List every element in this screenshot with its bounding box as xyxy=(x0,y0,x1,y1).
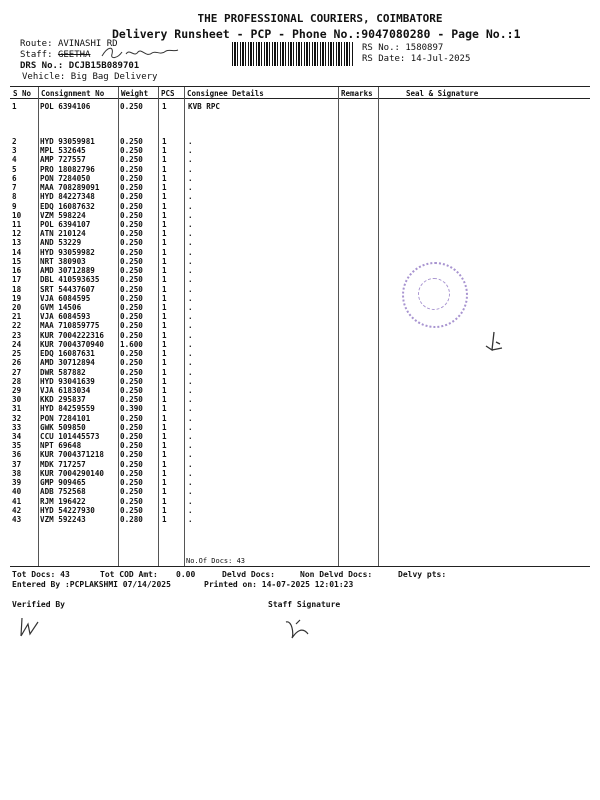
cell-weight: 0.250 xyxy=(120,173,143,183)
company-name: THE PROFESSIONAL COURIERS, COIMBATORE xyxy=(197,12,443,25)
route-line: Route: AVINASHI RD xyxy=(20,39,118,49)
cell-weight: 1.600 xyxy=(120,339,143,349)
cell-sno: 5 xyxy=(12,164,17,174)
cell-consignee-details: . xyxy=(188,459,193,469)
cell-pcs: 1 xyxy=(162,459,167,469)
cell-consignee-details: . xyxy=(188,395,193,405)
cell-consignee-details: . xyxy=(188,293,193,303)
route-value: AVINASHI RD xyxy=(57,39,118,49)
cell-consignee-details: . xyxy=(188,302,193,312)
cell-pcs: 1 xyxy=(162,505,167,515)
col-seal-signature: Seal & Signature xyxy=(406,89,479,98)
cell-consignment-no: EDQ 16087631 xyxy=(40,349,95,359)
cell-consignment-no: AMD 30712889 xyxy=(40,266,95,276)
cell-weight: 0.390 xyxy=(120,404,143,414)
cell-pcs: 1 xyxy=(162,192,167,202)
cell-consignment-no: VJA 6084593 xyxy=(40,312,91,322)
table-row xyxy=(10,450,338,459)
cell-consignee-details: . xyxy=(188,422,193,432)
verifier-signature xyxy=(16,614,52,640)
cell-pcs: 1 xyxy=(162,395,167,405)
table-row xyxy=(10,432,338,441)
cell-pcs: 1 xyxy=(162,238,167,248)
table-row xyxy=(10,155,338,164)
cell-sno: 22 xyxy=(12,321,22,331)
cell-pcs: 1 xyxy=(162,349,167,359)
table-row xyxy=(10,146,338,155)
staff-signature xyxy=(282,616,318,642)
cell-sno: 10 xyxy=(12,210,22,220)
tot-cod-amount: 0.00 xyxy=(176,570,196,579)
cell-pcs: 1 xyxy=(162,450,167,460)
cell-sno: 20 xyxy=(12,302,22,312)
col-consignee-details: Consignee Details xyxy=(187,89,264,98)
cell-consignment-no: GVM 14506 xyxy=(40,302,82,312)
cell-sno: 19 xyxy=(12,293,22,303)
table-row xyxy=(10,331,338,340)
cell-sno: 26 xyxy=(12,358,22,368)
cell-consignment-no: VJA 6084595 xyxy=(40,293,91,303)
table-row xyxy=(10,285,338,294)
delvd-docs: Delvd Docs: xyxy=(222,570,275,579)
cell-sno: 12 xyxy=(12,229,22,239)
table-row xyxy=(10,238,338,247)
cell-pcs: 1 xyxy=(162,266,167,276)
cell-sno: 38 xyxy=(12,468,22,478)
cell-sno: 16 xyxy=(12,266,22,276)
table-row xyxy=(10,478,338,487)
cell-consignment-no: POL 6394107 xyxy=(40,219,91,229)
no-of-docs: No.Of Docs: 43 xyxy=(186,557,246,565)
table-row xyxy=(10,321,338,330)
cell-weight: 0.250 xyxy=(120,256,143,266)
cell-pcs: 1 xyxy=(162,312,167,322)
cell-pcs: 1 xyxy=(162,496,167,506)
printed-on: Printed on: 14-07-2025 12:01:23 xyxy=(204,580,354,589)
cell-pcs: 1 xyxy=(162,137,167,146)
table-row xyxy=(10,377,338,386)
cell-consignee-details: . xyxy=(188,173,193,183)
tot-cod-label: Tot COD Amt: xyxy=(100,570,158,579)
table-row xyxy=(10,248,338,257)
cell-pcs: 1 xyxy=(162,432,167,442)
drs-value: DCJB15B089701 xyxy=(68,61,140,71)
cell-consignee-details: . xyxy=(188,358,193,368)
cell-consignment-no: NPT 69648 xyxy=(40,441,82,451)
cell-weight: 0.250 xyxy=(120,468,143,478)
table-row xyxy=(10,211,338,220)
table-row xyxy=(10,174,338,183)
rs-no-value: 1580897 xyxy=(405,43,444,53)
cell-consignment-no: VJA 6183034 xyxy=(40,385,91,395)
cell-pcs: 1 xyxy=(162,468,167,478)
cell-pcs: 1 xyxy=(162,229,167,239)
cell-sno: 39 xyxy=(12,478,22,488)
cell-consignment-no: EDQ 16087632 xyxy=(40,201,95,211)
cell-weight: 0.250 xyxy=(120,330,143,340)
cell-pcs: 1 xyxy=(162,284,167,294)
cell-sno: 32 xyxy=(12,413,22,423)
table-row xyxy=(10,312,338,321)
table-row xyxy=(10,441,338,450)
table-row xyxy=(10,303,338,312)
table-row xyxy=(10,423,338,432)
table-row xyxy=(10,294,338,303)
cell-pcs: 1 xyxy=(162,478,167,488)
table-row xyxy=(10,506,338,515)
table-row xyxy=(10,229,338,238)
cell-sno: 11 xyxy=(12,219,22,229)
table-row xyxy=(10,368,338,377)
cell-weight: 0.250 xyxy=(120,413,143,423)
table-row xyxy=(10,257,338,266)
cell-pcs: 1 xyxy=(162,385,167,395)
cell-consignee-details: . xyxy=(188,339,193,349)
cell-pcs: 1 xyxy=(162,404,167,414)
cell-consignee-details: . xyxy=(188,468,193,478)
cell-weight: 0.250 xyxy=(120,302,143,312)
cell-weight: 0.250 xyxy=(120,349,143,359)
cell-pcs: 1 xyxy=(162,201,167,211)
runsheet-table xyxy=(10,86,590,567)
cell-consignee-details: . xyxy=(188,219,193,229)
staff-signature-label: Staff Signature xyxy=(268,600,341,609)
cell-consignee-details: . xyxy=(188,192,193,202)
staff-handwritten-signature xyxy=(100,44,180,62)
cell-weight: 0.250 xyxy=(120,247,143,257)
entered-by: Entered By :PCPLAKSHMI 07/14/2025 xyxy=(12,580,171,589)
cell-weight: 0.250 xyxy=(120,293,143,303)
cell-consignment-no: VZM 592243 xyxy=(40,515,86,525)
col-consignment: Consignment No xyxy=(41,89,105,98)
cell-sno: 30 xyxy=(12,395,22,405)
cell-consignment-no: HYD 84227348 xyxy=(40,192,95,202)
cell-consignment-no: POL 6394106 xyxy=(40,102,91,111)
cell-consignee-details: . xyxy=(188,183,193,193)
cell-pcs: 1 xyxy=(162,321,167,331)
cell-consignment-no: MAA 708289091 xyxy=(40,183,100,193)
cell-consignment-no: NRT 380903 xyxy=(40,256,86,266)
cell-sno: 24 xyxy=(12,339,22,349)
cell-consignment-no: PRO 18082796 xyxy=(40,164,95,174)
cell-consignee-details: . xyxy=(188,256,193,266)
cell-weight: 0.250 xyxy=(120,422,143,432)
cell-weight: 0.250 xyxy=(120,192,143,202)
cell-pcs: 1 xyxy=(162,339,167,349)
cell-pcs: 1 xyxy=(162,515,167,525)
cell-sno: 3 xyxy=(12,146,17,156)
cell-pcs: 1 xyxy=(162,183,167,193)
col-sno: S No xyxy=(13,89,32,98)
cell-consignee-details: . xyxy=(188,146,193,156)
cell-consignment-no: CCU 101445573 xyxy=(40,432,100,442)
cell-consignment-no: DWR 587882 xyxy=(40,367,86,377)
cell-consignment-no: DBL 410593635 xyxy=(40,275,100,285)
cell-consignment-no: GMP 909465 xyxy=(40,478,86,488)
runsheet-title: Delivery Runsheet - PCP - Phone No.:9047080280 - Page No.:1 xyxy=(112,27,521,41)
cell-weight: 0.250 xyxy=(120,459,143,469)
cell-consignee-details: . xyxy=(188,201,193,211)
table-row xyxy=(10,497,338,506)
cell-consignee-details: . xyxy=(188,284,193,294)
cell-sno: 21 xyxy=(12,312,22,322)
cell-sno: 15 xyxy=(12,256,22,266)
vehicle-value: Big Bag Delivery xyxy=(70,72,158,82)
cell-weight: 0.250 xyxy=(120,496,143,506)
rs-no-line: RS No.: 1580897 xyxy=(362,43,444,53)
cell-pcs: 1 xyxy=(162,367,167,377)
cell-pcs: 1 xyxy=(162,146,167,156)
cell-consignment-no: KUR 7004371218 xyxy=(40,450,105,460)
staff-value: GEETHA xyxy=(57,50,91,60)
cell-consignee-details: . xyxy=(188,432,193,442)
cell-sno: 2 xyxy=(12,137,17,146)
cell-weight: 0.250 xyxy=(120,219,143,229)
cell-weight: 0.250 xyxy=(120,183,143,193)
cell-weight: 0.250 xyxy=(120,376,143,386)
cell-consignment-no: AMP 727557 xyxy=(40,155,86,165)
company-stamp xyxy=(402,262,468,328)
cell-consignment-no: HYD 93059982 xyxy=(40,247,95,257)
cell-consignee-details: KVB RPC xyxy=(188,102,221,111)
cell-weight: 0.250 xyxy=(120,275,143,285)
cell-sno: 37 xyxy=(12,459,22,469)
cell-consignee-details: . xyxy=(188,385,193,395)
cell-weight: 0.250 xyxy=(120,137,143,146)
cell-sno: 13 xyxy=(12,238,22,248)
cell-weight: 0.250 xyxy=(120,266,143,276)
cell-sno: 9 xyxy=(12,201,17,211)
cell-weight: 0.250 xyxy=(120,229,143,239)
cell-sno: 14 xyxy=(12,247,22,257)
cell-pcs: 1 xyxy=(162,413,167,423)
cell-consignment-no: HYD 93059981 xyxy=(40,137,95,146)
cell-sno: 34 xyxy=(12,432,22,442)
cell-weight: 0.280 xyxy=(120,515,143,525)
cell-weight: 0.250 xyxy=(120,201,143,211)
table-row xyxy=(10,165,338,174)
cell-sno: 40 xyxy=(12,487,22,497)
cell-sno: 8 xyxy=(12,192,17,202)
cell-sno: 41 xyxy=(12,496,22,506)
table-row xyxy=(10,395,338,404)
cell-pcs: 1 xyxy=(162,210,167,220)
cell-consignee-details: . xyxy=(188,349,193,359)
cell-pcs: 1 xyxy=(162,358,167,368)
cell-consignee-details: . xyxy=(188,330,193,340)
cell-sno: 29 xyxy=(12,385,22,395)
table-row xyxy=(10,414,338,423)
table-row xyxy=(10,192,338,201)
cell-consignment-no: GWK 509850 xyxy=(40,422,86,432)
cell-pcs: 1 xyxy=(162,441,167,451)
cell-weight: 0.250 xyxy=(120,321,143,331)
cell-sno: 35 xyxy=(12,441,22,451)
cell-pcs: 1 xyxy=(162,164,167,174)
header-divider xyxy=(10,98,590,99)
cell-consignee-details: . xyxy=(188,496,193,506)
cell-pcs: 1 xyxy=(162,173,167,183)
cell-consignment-no: MDK 717257 xyxy=(40,459,86,469)
cell-consignee-details: . xyxy=(188,266,193,276)
tot-docs: Tot Docs: 43 xyxy=(12,570,70,579)
staff-line: Staff: GEETHA xyxy=(20,50,91,60)
cell-consignment-no: AMD 30712894 xyxy=(40,358,95,368)
cell-consignee-details: . xyxy=(188,155,193,165)
cell-sno: 36 xyxy=(12,450,22,460)
table-row xyxy=(10,460,338,469)
cell-weight: 0.250 xyxy=(120,487,143,497)
cell-weight: 0.250 xyxy=(120,450,143,460)
cell-consignment-no: RJM 196422 xyxy=(40,496,86,506)
cell-weight: 0.250 xyxy=(120,505,143,515)
cell-consignee-details: . xyxy=(188,321,193,331)
cell-consignee-details: . xyxy=(188,164,193,174)
verified-by: Verified By xyxy=(12,600,65,609)
cell-consignment-no: PON 7284101 xyxy=(40,413,91,423)
table-row xyxy=(10,102,338,111)
cell-consignment-no: AND 53229 xyxy=(40,238,82,248)
cell-consignment-no: KUR 7004370940 xyxy=(40,339,105,349)
cell-weight: 0.250 xyxy=(120,367,143,377)
cell-pcs: 1 xyxy=(162,330,167,340)
cell-sno: 43 xyxy=(12,515,22,525)
cell-consignee-details: . xyxy=(188,376,193,386)
cell-sno: 4 xyxy=(12,155,17,165)
table-row xyxy=(10,404,338,413)
receiver-signature xyxy=(482,330,506,356)
cell-consignee-details: . xyxy=(188,275,193,285)
cell-consignee-details: . xyxy=(188,404,193,414)
table-row xyxy=(10,275,338,284)
cell-consignment-no: MPL 532645 xyxy=(40,146,86,156)
cell-pcs: 1 xyxy=(162,219,167,229)
cell-pcs: 1 xyxy=(162,155,167,165)
cell-weight: 0.250 xyxy=(120,146,143,156)
cell-pcs: 1 xyxy=(162,376,167,386)
cell-consignee-details: . xyxy=(188,229,193,239)
cell-sno: 17 xyxy=(12,275,22,285)
cell-pcs: 1 xyxy=(162,487,167,497)
cell-consignment-no: HYD 54227930 xyxy=(40,505,95,515)
cell-consignment-no: ATN 210124 xyxy=(40,229,86,239)
cell-consignment-no: SRT 54437607 xyxy=(40,284,95,294)
col-pcs: PCS xyxy=(161,89,175,98)
cell-consignee-details: . xyxy=(188,137,193,146)
cell-pcs: 1 xyxy=(162,293,167,303)
cell-weight: 0.250 xyxy=(120,210,143,220)
cell-sno: 33 xyxy=(12,422,22,432)
cell-consignment-no: KUR 7004290140 xyxy=(40,468,105,478)
cell-sno: 7 xyxy=(12,183,17,193)
cell-consignee-details: . xyxy=(188,210,193,220)
non-delvd-docs: Non Delvd Docs: xyxy=(300,570,373,579)
table-row xyxy=(10,487,338,496)
delvy-pts: Delvy pts: xyxy=(398,570,447,579)
cell-consignment-no: MAA 710859775 xyxy=(40,321,100,331)
table-row xyxy=(10,386,338,395)
cell-consignment-no: ADB 752568 xyxy=(40,487,86,497)
cell-consignee-details: . xyxy=(188,450,193,460)
table-row xyxy=(10,469,338,478)
cell-weight: 0.250 xyxy=(120,238,143,248)
cell-consignee-details: . xyxy=(188,505,193,515)
table-row xyxy=(10,340,338,349)
cell-sno: 27 xyxy=(12,367,22,377)
cell-sno: 25 xyxy=(12,349,22,359)
cell-weight: 0.250 xyxy=(120,358,143,368)
cell-consignee-details: . xyxy=(188,487,193,497)
rs-date-value: 14-Jul-2025 xyxy=(410,54,471,64)
cell-weight: 0.250 xyxy=(120,385,143,395)
cell-pcs: 1 xyxy=(162,302,167,312)
table-row xyxy=(10,137,338,146)
cell-sno: 18 xyxy=(12,284,22,294)
cell-consignment-no: KKD 295837 xyxy=(40,395,86,405)
cell-sno: 23 xyxy=(12,330,22,340)
cell-consignee-details: . xyxy=(188,413,193,423)
cell-weight: 0.250 xyxy=(120,155,143,165)
cell-weight: 0.250 xyxy=(120,284,143,294)
cell-weight: 0.250 xyxy=(120,312,143,322)
col-weight: Weight xyxy=(121,89,149,98)
table-row xyxy=(10,202,338,211)
cell-sno: 6 xyxy=(12,173,17,183)
table-row xyxy=(10,220,338,229)
cell-consignee-details: . xyxy=(188,367,193,377)
cell-weight: 0.250 xyxy=(120,478,143,488)
table-row xyxy=(10,515,338,524)
cell-pcs: 1 xyxy=(162,256,167,266)
rs-date-line: RS Date: 14-Jul-2025 xyxy=(362,54,471,64)
cell-consignee-details: . xyxy=(188,247,193,257)
cell-sno: 42 xyxy=(12,505,22,515)
cell-sno: 1 xyxy=(12,102,17,111)
cell-weight: 0.250 xyxy=(120,432,143,442)
drs-line: DRS No.: DCJB15B089701 xyxy=(20,61,140,71)
cell-consignment-no: VZM 598224 xyxy=(40,210,86,220)
cell-consignee-details: . xyxy=(188,515,193,525)
cell-consignment-no: HYD 84259559 xyxy=(40,404,95,414)
table-row xyxy=(10,358,338,367)
cell-weight: 0.250 xyxy=(120,102,143,111)
cell-sno: 31 xyxy=(12,404,22,414)
cell-consignee-details: . xyxy=(188,312,193,322)
cell-consignment-no: HYD 93041639 xyxy=(40,376,95,386)
table-row xyxy=(10,349,338,358)
cell-sno: 28 xyxy=(12,376,22,386)
cell-pcs: 1 xyxy=(162,247,167,257)
cell-consignment-no: KUR 7004222316 xyxy=(40,330,105,340)
table-row xyxy=(10,183,338,192)
cell-pcs: 1 xyxy=(162,422,167,432)
cell-consignee-details: . xyxy=(188,238,193,248)
cell-consignment-no: PON 7284050 xyxy=(40,173,91,183)
cell-pcs: 1 xyxy=(162,102,167,111)
cell-consignee-details: . xyxy=(188,441,193,451)
col-remarks: Remarks xyxy=(341,89,373,98)
cell-weight: 0.250 xyxy=(120,441,143,451)
cell-weight: 0.250 xyxy=(120,395,143,405)
barcode xyxy=(232,42,354,66)
vehicle-line: Vehicle: Big Bag Delivery xyxy=(22,72,158,82)
cell-pcs: 1 xyxy=(162,275,167,285)
cell-consignee-details: . xyxy=(188,478,193,488)
cell-weight: 0.250 xyxy=(120,164,143,174)
table-row xyxy=(10,266,338,275)
